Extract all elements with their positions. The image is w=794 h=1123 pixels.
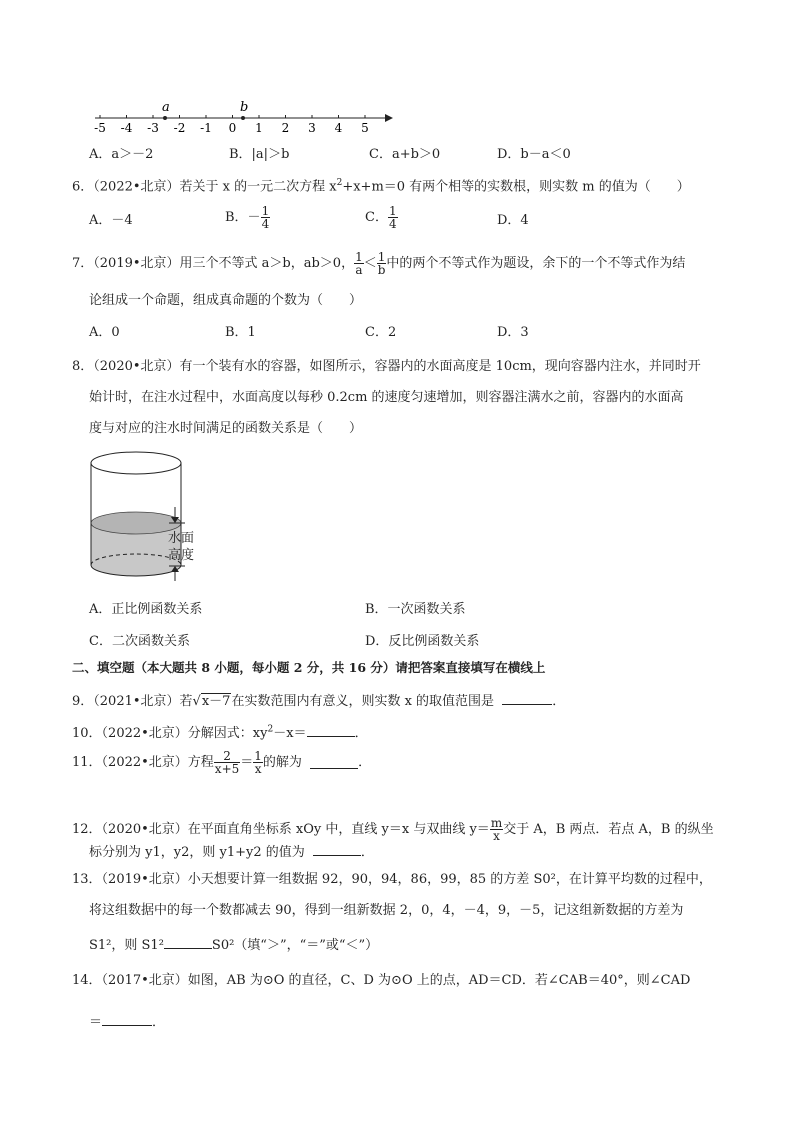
q6-option-b-fraction [261,205,271,230]
q6-stem [72,179,690,193]
q9-stem [72,692,565,708]
q7-text-2: 中的两个不等式作为题设，余下的一个不等式作为结 [386,256,686,271]
q11-fraction-2 [253,750,263,775]
q11-text-1: 11．（2022•北京）方程 [72,755,214,770]
q7-option-d: D．3 [497,325,529,340]
q8-stem-line-3: 度与对应的注水时间满足的函数关系是（ ） [89,421,363,436]
fraction-numerator: m [490,816,503,830]
q13-stem-line-3 [89,936,378,952]
q8-stem-line-1: 8．（2020•北京）有一个装有水的容器，如图所示，容器内的水面高度是 10cm，现向容器内注水，并同时开 [72,359,701,374]
q13-answer-blank[interactable] [164,936,212,949]
number-line-figure [85,98,405,138]
fraction-numerator: 1 [261,204,270,218]
q5-option-d: D．b－a＜0 [497,147,571,162]
fraction-numerator: 1 [388,204,397,218]
q10-answer-blank[interactable] [307,724,355,737]
point-b-label: b [240,100,249,115]
fraction-numerator: 2 [214,750,240,763]
q9-period: ． [552,694,566,709]
q6-text-2: +x+m＝0 有两个相等的实数根，则实数 m 的值为（ ） [342,179,690,195]
q5-option-c: C．a+b＞0 [369,147,441,162]
number-line-tick-label: 4 [334,121,343,135]
fraction-numerator: 1 [254,749,262,763]
q7-stem-line-2: 论组成一个命题，组成真命题的个数为（ ） [89,293,363,308]
q12-answer-blank[interactable] [313,843,361,856]
fraction-denominator: a [355,263,363,277]
fraction-denominator: 4 [261,217,270,231]
q14-stem-line-1: 14．（2017•北京）如图，AB 为⊙O 的直径，C、D 为⊙O 上的点，AD＝CD．若∠CAB＝40°，则∠CAD [72,973,691,988]
number-line-tick-label: -2 [173,121,186,135]
section-heading-fill-in: 二、填空题（本大题共 8 小题，每小题 2 分，共 16 分）请把答案直接填写在横线上 [72,660,546,675]
q9-answer-blank[interactable] [502,692,552,705]
figure-label-water: 水面 [168,531,195,546]
q6-text-1: 6．（2022•北京）若关于 x 的一元二次方程 x [72,179,337,195]
fraction-denominator: x [254,762,262,776]
number-line-tick-label: -3 [147,121,159,135]
number-line-tick-label: 1 [255,121,263,135]
q11-fraction-1 [214,750,240,775]
number-line-tick-label: -1 [200,121,212,135]
q7-fraction-1 [354,251,364,276]
q7-fraction-2 [377,251,387,276]
q13-line-3-b: S0²（填“＞”，“＝”或“＜”） [211,938,379,953]
point-a-label: a [162,100,170,115]
q8-option-c: C．二次函数关系 [89,634,190,649]
fraction-denominator: 4 [388,217,397,231]
cylinder-top [91,452,181,474]
number-line-tick-label: 5 [361,121,369,135]
q11-answer-blank[interactable] [310,756,358,769]
q11-equals: ＝ [240,755,254,770]
q12-stem-line-1 [72,817,714,842]
figure-label-height: 高度 [168,548,195,563]
q12-stem-line-2 [89,843,374,859]
q7-option-a: A．0 [89,325,120,340]
q6-option-a: A．－4 [89,213,133,228]
q6-superscript: 2 [336,178,343,188]
q10-period: ． [354,726,368,741]
q10-text-1: 10．（2022•北京）分解因式：xy [72,726,268,741]
q7-option-c: C．2 [365,325,397,340]
q11-stem [72,750,371,775]
q12-text-1: 12．（2020•北京）在平面直角坐标系 xOy 中，直线 y＝x 与双曲线 y＝ [72,822,490,837]
q6-option-c [365,205,398,230]
q7-less-than: ＜ [363,256,377,271]
cylinder-figure [85,445,215,595]
fraction-numerator: 1 [355,250,363,264]
q10-superscript: 2 [267,724,274,735]
q7-option-b: B．1 [225,325,256,340]
q8-option-b: B．一次函数关系 [365,602,466,617]
number-line-tick-label: -5 [94,121,106,135]
fraction-denominator: x [493,829,500,843]
q9-text-1: 9．（2021•北京）若 [72,694,193,709]
fraction-denominator: x+5 [214,762,240,776]
q7-stem-line-1 [72,251,685,276]
q8-stem-line-2: 始计时，在注水过程中，水面高度以每秒 0.2cm 的速度匀速增加，则容器注满水之前，容器内的水面高 [89,390,684,405]
point-b-dot [241,116,245,120]
q10-stem [72,724,368,740]
q10-text-2: －x＝ [273,726,307,741]
q9-text-2: 在实数范围内有意义，则实数 x 的取值范围是 [231,694,495,709]
number-line-tick-label: 2 [281,121,290,135]
arrow-head-icon [385,114,393,122]
q12-period: ． [360,845,374,860]
q13-stem-line-1: 13．（2019•北京）小天想要计算一组数据 92，90，94，86，99，85 的方差 S0²，在计算平均数的过程中， [72,872,712,887]
q6-option-d: D．4 [497,213,529,228]
q12-fraction [490,817,503,842]
q13-stem-line-2: 将这组数据中的每一个数都减去 90，得到一组新数据 2，0，4，－4，9，－5，记这组新数据的方差为 [89,903,684,918]
q7-text-1: 7．（2019•北京）用三个不等式 a＞b，ab＞0， [72,256,355,271]
fraction-numerator: 1 [377,250,386,264]
q6-option-c-prefix: C． [365,210,388,225]
q9-radicand: x－7 [201,694,231,709]
q11-period: ． [358,755,372,770]
q13-line-3-a: S1²，则 S1² [89,938,164,953]
q14-stem-line-2 [89,1013,165,1029]
q6-option-b-prefix: B．－ [225,210,261,225]
point-a-dot [163,116,167,120]
q14-line-2: ＝ [89,1015,103,1030]
q8-option-d: D．反比例函数关系 [365,634,480,649]
sqrt-icon: √ [192,694,201,709]
q12-line-2: 标分别为 y1，y2，则 y1+y2 的值为 [89,845,305,860]
q14-period: ． [152,1015,166,1030]
q11-text-2: 的解为 [262,755,302,770]
q14-answer-blank[interactable] [102,1013,152,1026]
fraction-denominator: b [377,263,386,277]
q6-option-b [225,205,270,230]
q6-option-c-fraction [388,205,398,230]
number-line-tick-label: 3 [308,121,316,135]
q5-option-a: A．a＞－2 [89,147,154,162]
q8-option-a: A．正比例函数关系 [89,602,203,617]
number-line-tick-label: 0 [228,121,237,135]
q5-option-b: B．|a|＞b [229,147,290,162]
number-line-tick-label: -4 [120,121,133,135]
q12-text-2: 交于 A，B 两点．若点 A，B 的纵坐 [503,822,714,837]
